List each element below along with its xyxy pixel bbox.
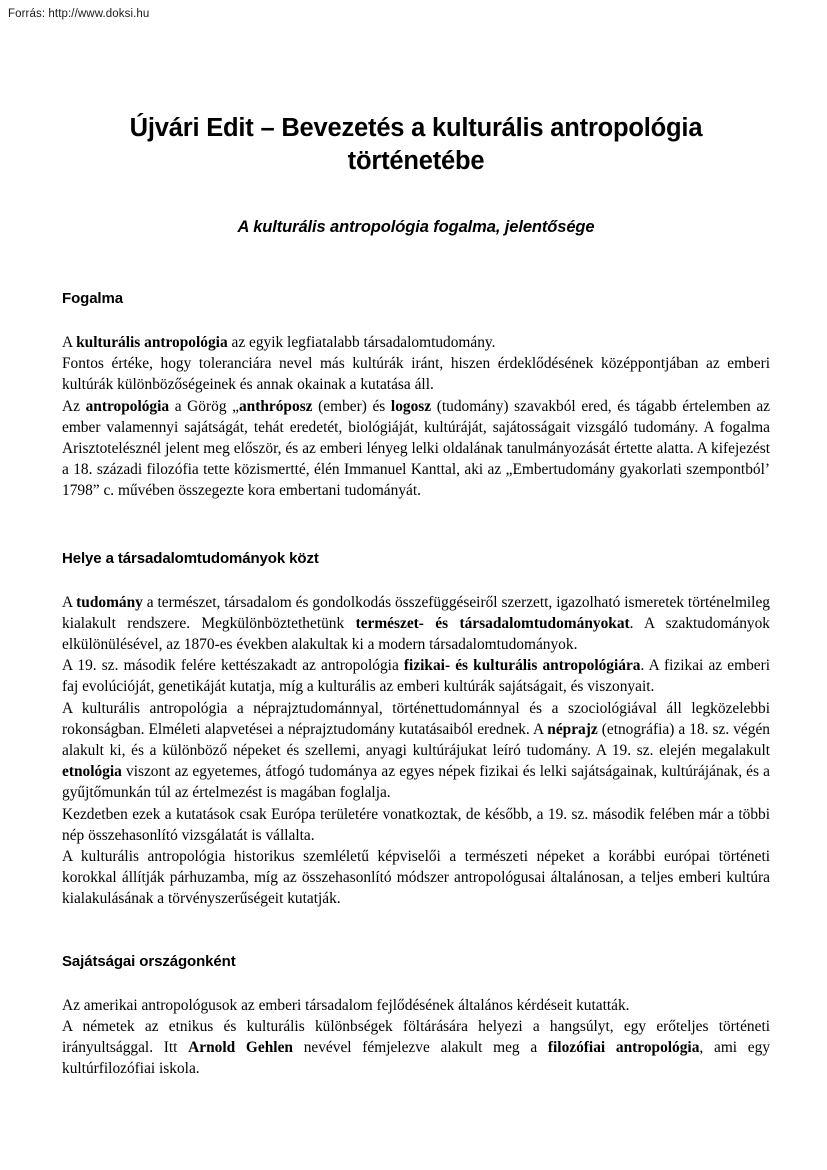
emphasis-text: néprajz [547, 720, 598, 738]
paragraph [62, 655, 770, 697]
document-content [62, 0, 770, 1079]
emphasis-text: tudomány [76, 593, 143, 611]
body-text: a természet, társadalom és gondolkodás összefüggéseiről szerzett, igazolható ismeretek történelmileg kialakult rendszere. Megkülönböztethetünk [62, 593, 770, 632]
emphasis-text: antropológia [85, 397, 170, 415]
body-text: , ami egy kultúrfilozófiai iskola. [62, 1039, 771, 1078]
section-body-sajatsagai-orszagonkent [62, 972, 770, 1080]
body-text: Kezdetben ezek a kutatások csak Európa területére vonatkoztak, de később, a 19. sz. második felében már a többi nép összehasonlító vizsgálatát is vállalta. [62, 805, 770, 844]
section-heading-helye-a-tarsadalomtudomanyok-kozt: Helye a társadalomtudományok közt [62, 549, 319, 567]
emphasis-text: etnológia [62, 763, 122, 781]
paragraph [62, 698, 770, 804]
source-url-header: Forrás: http://www.doksi.hu [8, 8, 150, 20]
body-text: (ember) és [312, 397, 391, 415]
emphasis-text: logosz [390, 397, 432, 415]
body-text: . A szaktudományok elkülönülésével, az 1870-es években alakultak ki a modern társadalomtudományok. [62, 614, 770, 654]
paragraph [62, 1016, 770, 1080]
section-helye-a-tarsadalomtudomanyok-kozt [62, 502, 770, 910]
body-text: A kulturális antropológia historikus szemléletű képviselői a természeti népeket a korábbi európai történeti korokkal állítják párhuzamba, míg az összehasonlító módszer antropológusai általánosan, a teljes emberi kultúra kialakulásának a törvényszerűségeit kutatják. [62, 848, 770, 908]
paragraph [62, 396, 770, 502]
section-heading-fogalma: Fogalma [62, 290, 123, 307]
body-text: Az [62, 397, 86, 415]
body-text: A németek az etnikus és kulturális különbségek föltárására helyezi a hangsúlyt, egy erőteljes történeti irányultsággal. Itt [62, 1017, 770, 1057]
document-subtitle: A kulturális antropológia fogalma, jelentősége [237, 218, 595, 236]
emphasis-text: filozófiai antropológia [547, 1039, 700, 1057]
section-fogalma [62, 238, 770, 502]
body-text: . A fizikai az emberi faj evolúcióját, genetikáját kutatja, míg a kulturális az emberi kultúrák sajátságait, és viszonyait. [62, 657, 770, 696]
body-text: viszont az egyetemes, átfogó tudománya az egyes népek fizikai és lelki sajátságainak, kultúrájának, és a gyűjtőmunkán túl az értelmezést is magában foglalja. [62, 763, 770, 802]
page-title: Újvári Edit – Bevezetés a kulturális antropológia történetébe [129, 114, 703, 175]
paragraph [62, 332, 770, 353]
emphasis-text: Arnold Gehlen [188, 1039, 293, 1057]
emphasis-text: természet- és társadalomtudományokat [355, 614, 630, 632]
section-body-helye-a-tarsadalomtudomanyok-kozt [62, 569, 770, 910]
section-sajatsagai-orszagonkent [62, 910, 770, 1080]
body-text: A kulturális antropológia a néprajztudománnyal, történettudománnyal és a szociológiával áll legközelebbi rokonságban. Elméleti alapvetései a néprajztudomány kutatásaiból erednek. A [62, 699, 770, 738]
paragraph [62, 592, 770, 656]
emphasis-text: fizikai- és kulturális antropológiára [403, 657, 641, 675]
emphasis-text: kulturális antropológia [76, 334, 228, 351]
body-text: A [62, 334, 77, 351]
body-text: az egyik legfiatalabb társadalomtudomány. [227, 334, 496, 351]
body-text: nevével fémjelezve alakult meg a [292, 1039, 548, 1057]
body-text: Az amerikai antropológusok az emberi társadalom fejlődésének általános kérdéseit kutatták. [62, 996, 630, 1014]
section-heading-sajatsagai-orszagonkent: Sajátságai országonként [62, 952, 236, 970]
body-text: (tudomány) szavakból ered, és tágabb értelemben az ember valamennyi sajátságát, tehát eredetét, biológiáját, kultúráját, sajátosságait vizsgáló tudomány. A fogalma Arisztotelésznél jelent meg először, és az emberi lényeg lelki oldalának tanulmányozását értette alatta. A kifejezést a 18. századi filozófia tette közismertté, élén Immanuel Kanttal, aki az „Embertudomány gyakorlati szempontból’ 1798” c. művében összegezte kora embertani tudományát. [62, 397, 771, 500]
body-text: A 19. sz. második felére kettészakadt az antropológia [62, 657, 404, 675]
emphasis-text: anthróposz [238, 397, 313, 415]
paragraph [62, 804, 770, 846]
body-text: (etnográfia) a 18. sz. végén alakult ki, és a különböző népeket és szellemi, anyagi kultúrájukat leíró tudomány. A 19. sz. elején megalakult [62, 720, 770, 760]
body-text: Fontos értéke, hogy toleranciára nevel más kultúrák iránt, hiszen érdeklődésének középpontjában az emberi kultúrák különbözőségeinek és annak okainak a kutatása áll. [62, 355, 770, 394]
paragraph [62, 353, 770, 395]
paragraph [62, 846, 770, 910]
section-body-fogalma [62, 309, 770, 502]
body-text: A [62, 593, 77, 611]
body-text: a Görög „ [169, 397, 239, 415]
paragraph [62, 995, 770, 1016]
